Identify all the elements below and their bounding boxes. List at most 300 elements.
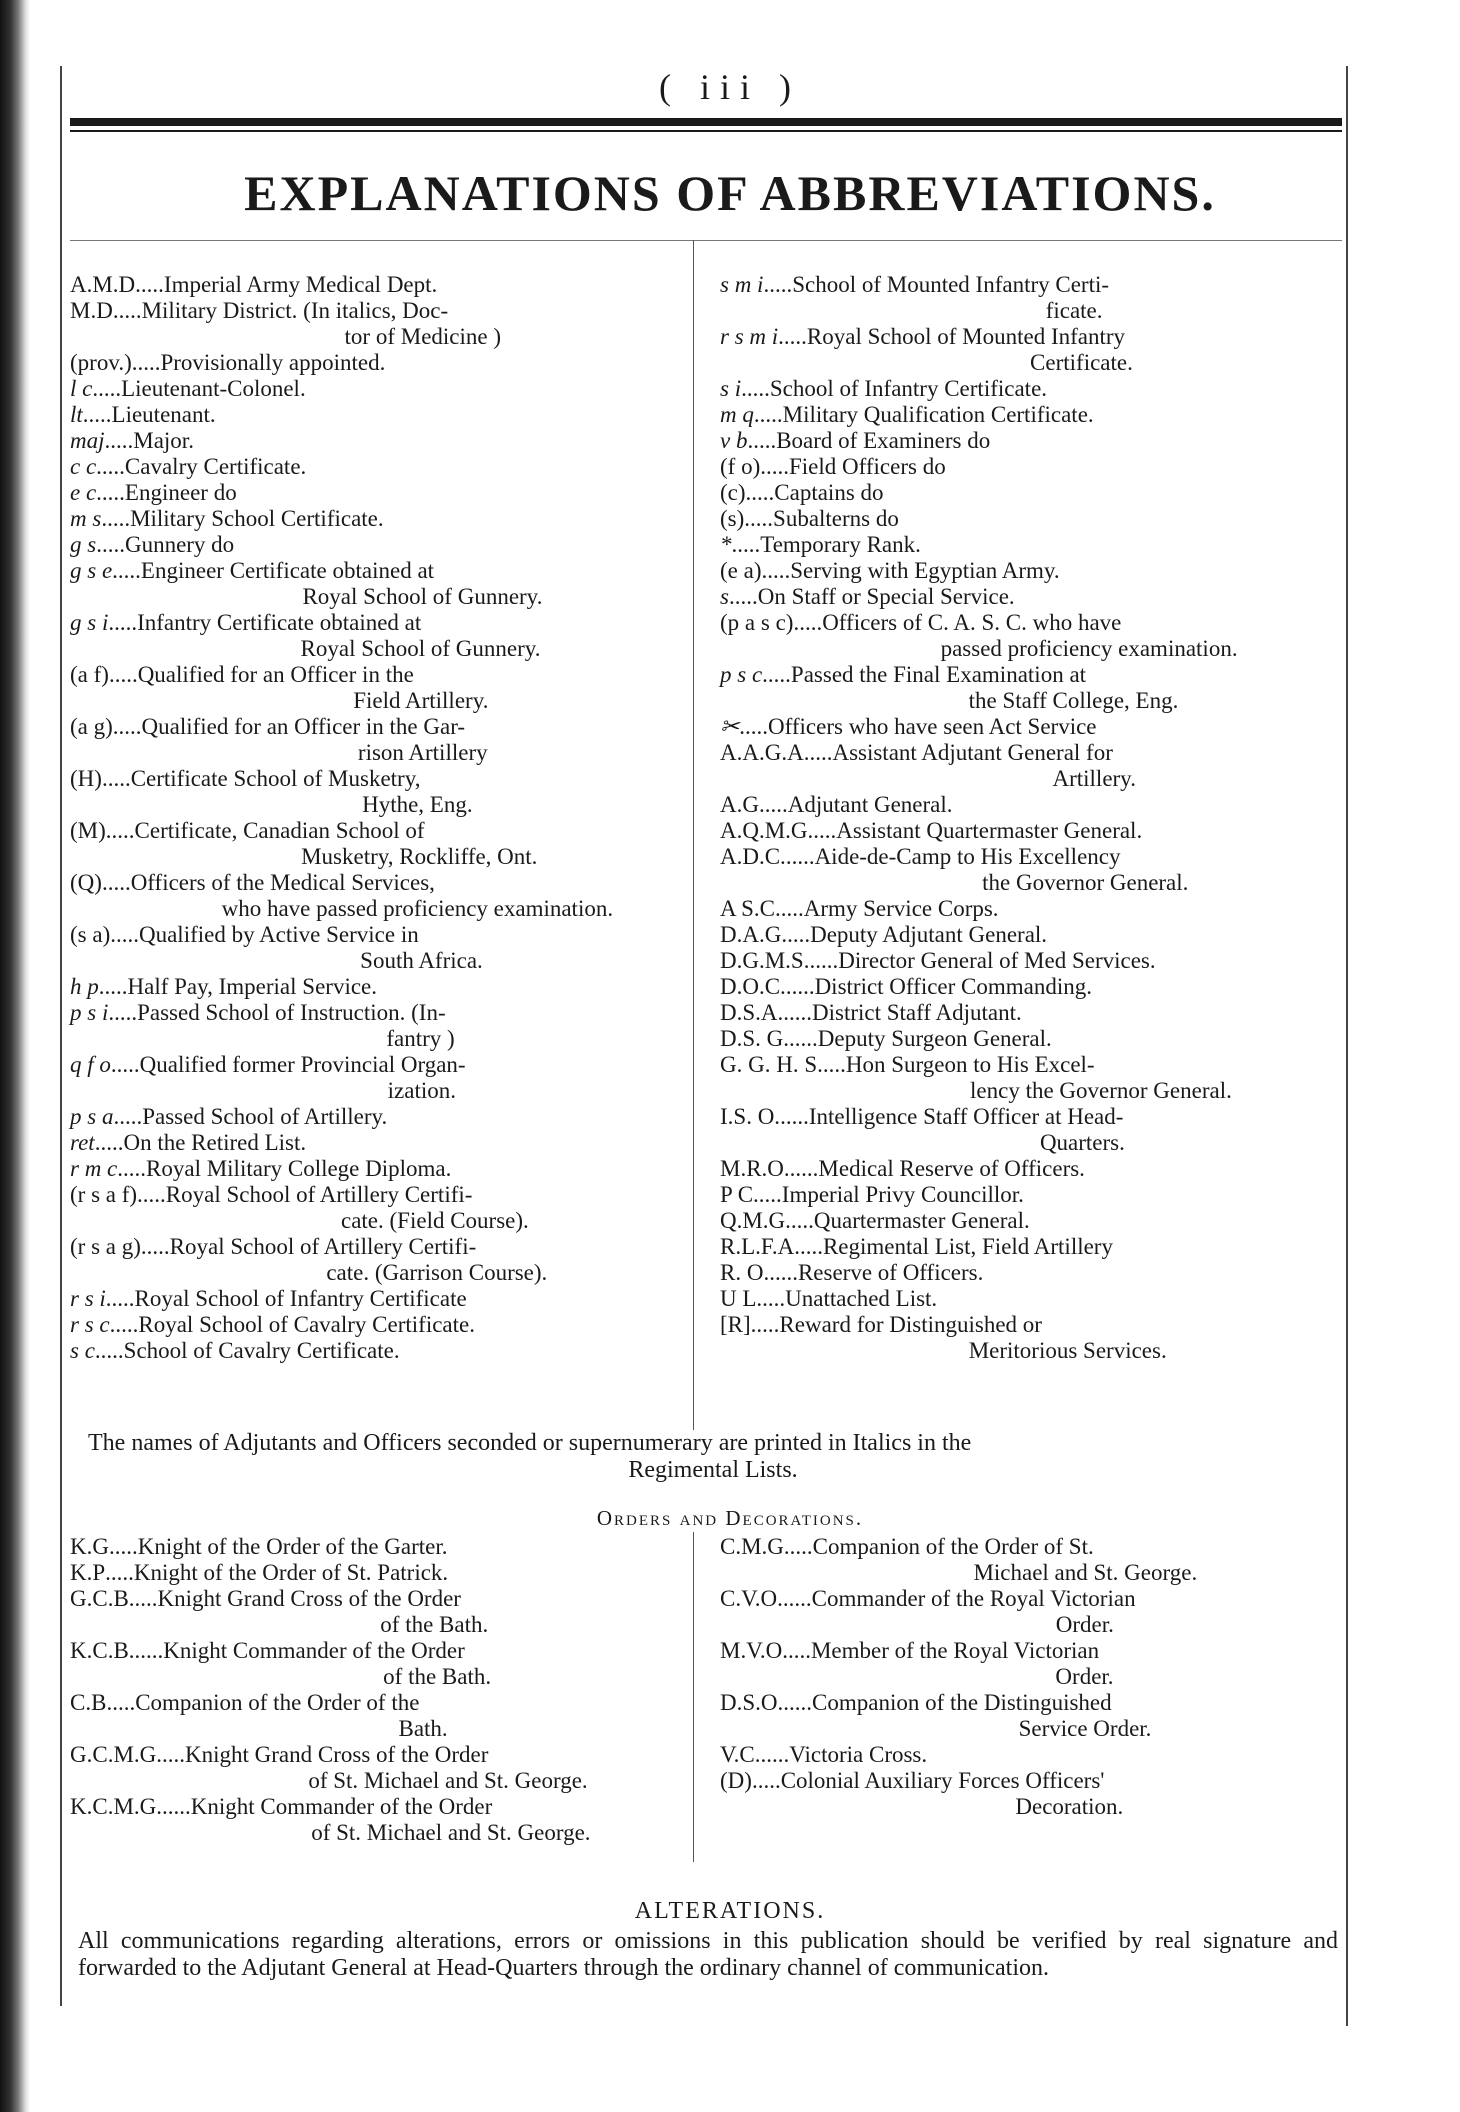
abbreviation-term: [R] (720, 1312, 751, 1337)
definition-text: Board of Examiners do (776, 428, 991, 453)
definition-continuation: of St. Michael and St. George. (311, 1820, 591, 1845)
abbreviation-term: U L (720, 1286, 757, 1311)
adjutants-note (88, 1430, 1338, 1484)
abbreviation-entry (720, 1156, 1330, 1182)
abbreviation-entry (70, 870, 678, 922)
definition-text: Certificate School of Musketry, (130, 766, 421, 791)
abbreviation-entry (720, 1052, 1330, 1104)
adjutants-note-line-2: Regimental Lists. (628, 1457, 798, 1483)
abbreviation-definition (758, 584, 1330, 610)
definition-continuation: Certificate. (1030, 350, 1133, 375)
abbreviation-entry (720, 454, 1330, 480)
abbreviation-term: G. G. H. S (720, 1052, 818, 1077)
abbreviation-entry (70, 350, 678, 376)
leader-dots: ..... (101, 870, 131, 895)
definition-text: Field Officers do (788, 454, 946, 479)
leader-dots: ..... (762, 662, 791, 687)
definition-continuation: Bath. (398, 1716, 448, 1741)
leader-dots: ..... (794, 1234, 823, 1259)
abbreviation-definition (142, 714, 678, 766)
title-rule (70, 240, 1342, 241)
leader-dots: ..... (753, 402, 783, 427)
leader-dots: ..... (785, 974, 815, 999)
definition-continuation: Order. (1055, 1612, 1114, 1637)
abbreviation-definition (142, 298, 678, 350)
abbreviation-definition (812, 1690, 1332, 1742)
definition-text: Subalterns do (773, 506, 899, 531)
definition-text: Officers of C. A. S. C. who have (822, 610, 1122, 635)
definition-text: Army Service Corps. (803, 896, 999, 921)
abbreviation-entry (720, 1312, 1330, 1364)
abbreviation-definition (785, 1286, 1330, 1312)
abbreviation-entry (720, 376, 1330, 402)
leader-dots: ..... (106, 1690, 136, 1715)
abbreviation-term: K.P (70, 1560, 106, 1585)
definition-text: Director General of Med Services. (838, 948, 1156, 973)
definition-text: Intelligence Staff Officer at Head- (808, 1104, 1124, 1129)
abbreviation-term: s c (70, 1338, 95, 1363)
leader-dots: ..... (109, 1312, 139, 1337)
definition-text: Lieutenant-Colonel. (121, 376, 306, 401)
abbreviation-entry (720, 1234, 1330, 1260)
abbreviation-term: M.V.O (720, 1638, 783, 1663)
abbreviation-definition (137, 1000, 678, 1052)
abbreviation-definition (125, 480, 678, 506)
abbreviation-entry (70, 1338, 678, 1364)
definition-text: Engineer do (124, 480, 237, 505)
leader-dots: ..... (112, 298, 142, 323)
abbreviation-entry (70, 1234, 678, 1286)
definition-text: Serving with Egyptian Army. (790, 558, 1060, 583)
header-rule-thick (70, 118, 1342, 126)
leader-dots: ..... (789, 1156, 819, 1181)
abbreviation-entry (720, 1586, 1332, 1638)
leader-dots: ..... (778, 324, 807, 349)
leader-dots: ..... (758, 792, 788, 817)
abbreviation-entry (70, 1586, 685, 1638)
leader-dots: ..... (782, 1638, 811, 1663)
abbreviation-term: maj (70, 428, 105, 453)
abbreviation-term: R. O. (720, 1260, 770, 1285)
definition-text: Provisionally appointed. (160, 350, 386, 375)
abbreviation-term: p s a (70, 1104, 114, 1129)
definition-text: Royal School of Cavalry Certificate. (138, 1312, 475, 1337)
leader-dots: ..... (745, 480, 775, 505)
leader-dots: ..... (774, 896, 804, 921)
abbreviation-definition (836, 818, 1330, 844)
abbreviation-term: c c (70, 454, 97, 479)
abbreviation-entry (720, 402, 1330, 428)
abbreviation-definition (146, 1156, 678, 1182)
abbreviation-term: A.D.C. (720, 844, 786, 869)
abbreviation-term: s i (720, 376, 742, 401)
abbreviation-definition (166, 1182, 678, 1234)
abbreviation-term: D.A.G (720, 922, 782, 947)
abbreviation-definition (133, 428, 678, 454)
definition-text: Member of the Royal Victorian (810, 1638, 1100, 1663)
abbreviation-definition (798, 1260, 1330, 1286)
abbreviation-definition (112, 402, 678, 428)
abbreviation-entry (720, 948, 1330, 974)
abbreviation-term: m s (70, 506, 102, 531)
abbreviation-term: s m i (720, 272, 764, 297)
abbreviation-term: g s (70, 532, 97, 557)
definition-text: Companion of the Order of St. (812, 1534, 1094, 1559)
abbreviation-term: (a f) (70, 662, 109, 687)
definition-text: Qualified for an Officer in the (137, 662, 414, 687)
abbreviation-definition (776, 428, 1330, 454)
abbreviation-term: G.C.M.G (70, 1742, 157, 1767)
definition-text: Knight of the Order of the Garter. (137, 1534, 448, 1559)
definition-text: Qualified for an Officer in the Gar- (141, 714, 466, 739)
leader-dots: ..... (739, 714, 769, 739)
abbreviation-term: M.R.O. (720, 1156, 790, 1181)
definition-text: Passed the Final Examination at (790, 662, 1087, 687)
abbreviation-entry (720, 610, 1330, 662)
leader-dots: ..... (769, 1260, 798, 1285)
definition-text: District Staff Adjutant. (812, 1000, 1022, 1025)
abbreviation-definition (163, 1638, 685, 1690)
abbreviation-entry (70, 298, 678, 350)
abbreviation-definition (135, 1286, 678, 1312)
definition-text: Companion of the Order of the (135, 1690, 420, 1715)
definition-text: Officers of the Medical Services, (130, 870, 435, 895)
definition-text: Deputy Adjutant General. (810, 922, 1048, 947)
definition-continuation: who have passed proficiency examination. (221, 896, 614, 921)
abbreviation-entry (70, 480, 678, 506)
abbreviation-definition (125, 532, 678, 558)
abbreviation-entry (70, 402, 678, 428)
definition-continuation: of St. Michael and St. George. (308, 1768, 588, 1793)
abbreviation-definition (131, 870, 678, 922)
leader-dots: ..... (741, 376, 770, 401)
abbreviation-entry (70, 974, 678, 1000)
abbreviation-term: (e a) (720, 558, 762, 583)
leader-dots: ..... (728, 584, 758, 609)
definition-text: Royal School of Infantry Certificate (134, 1286, 467, 1311)
leader-dots: ..... (156, 1742, 186, 1767)
abbreviation-term: K.C.M.G. (70, 1794, 163, 1819)
abbreviation-term: p s c (720, 662, 763, 687)
abbreviation-entry (720, 558, 1330, 584)
definition-text: Military District. (In italics, Doc- (141, 298, 449, 323)
leader-dots: ..... (783, 1690, 813, 1715)
alterations-heading: ALTERATIONS. (634, 1898, 826, 1924)
abbreviation-definition (125, 454, 678, 480)
abbreviation-entry (70, 610, 678, 662)
abbreviation-term: A.Q.M.G (720, 818, 808, 843)
definition-text: Reserve of Officers. (797, 1260, 984, 1285)
abbreviation-definition (812, 1586, 1332, 1638)
definition-text: Deputy Surgeon General. (817, 1026, 1052, 1051)
leader-dots: ..... (98, 974, 128, 999)
abbreviation-term: C.M.G (720, 1534, 784, 1559)
definition-continuation: of the Bath. (380, 1612, 489, 1637)
leader-dots: ..... (105, 818, 135, 843)
abbreviation-term: (r s a g) (70, 1234, 141, 1259)
abbreviation-definition (807, 324, 1330, 376)
abbreviation-definition (164, 272, 678, 298)
abbreviation-definition (790, 558, 1330, 584)
abbreviation-term: lt (70, 402, 83, 427)
definition-text: Military School Certificate. (130, 506, 384, 531)
abbreviation-definition (138, 1312, 678, 1338)
abbreviation-entry (720, 506, 1330, 532)
definition-text: Certificate, Canadian School of (134, 818, 425, 843)
definition-continuation: ization. (387, 1078, 456, 1103)
abbreviation-term: g s i (70, 610, 109, 635)
abbreviation-term: (c) (720, 480, 746, 505)
definition-text: Passed School of Instruction. (In- (137, 1000, 446, 1025)
abbreviation-definition (124, 1338, 678, 1364)
abbreviation-term: (r s a f) (70, 1182, 138, 1207)
orders-divider (693, 1532, 694, 1862)
abbreviation-definition (811, 1638, 1332, 1690)
abbreviation-definition (138, 1534, 685, 1560)
abbreviation-entry (720, 896, 1330, 922)
definition-continuation: lency the Governor General. (970, 1078, 1232, 1103)
abbreviation-entry (70, 506, 678, 532)
abbreviation-definition (779, 1312, 1330, 1364)
definition-text: Temporary Rank. (760, 532, 921, 557)
alterations-text: All communications regarding alterations, errors or omissions in this publication should be verified by real signature and forwarded to the Adjutant General at Head-Quarters through the ordinary channel of communication. (78, 1928, 1338, 1981)
abbreviation-term: A.G (720, 792, 759, 817)
abbreviation-definition (810, 922, 1330, 948)
orders-heading: Orders and Decorations. (596, 1506, 864, 1530)
header-rule-thin (70, 130, 1342, 132)
orders-left-column (70, 1534, 685, 1846)
leader-dots: ..... (747, 428, 777, 453)
abbreviation-term: (f o) (720, 454, 761, 479)
leader-dots: ..... (105, 1560, 134, 1585)
definition-text: Imperial Privy Councillor. (781, 1182, 1024, 1207)
abbreviation-definition (160, 350, 678, 376)
abbreviation-term: Q.M.G (720, 1208, 786, 1233)
definition-text: Quartermaster General. (813, 1208, 1030, 1233)
abbreviation-definition (123, 1130, 678, 1156)
definition-text: Royal School of Mounted Infantry (806, 324, 1126, 349)
abbreviation-definition (121, 376, 678, 402)
abbreviation-term: q f o (70, 1052, 111, 1077)
abbreviation-term: r s c (70, 1312, 110, 1337)
abbreviation-term: s (720, 584, 729, 609)
abbreviation-entry (70, 662, 678, 714)
definition-text: Imperial Army Medical Dept. (163, 272, 438, 297)
leader-dots: ..... (751, 1768, 781, 1793)
abbreviation-term: D.S. G. (720, 1026, 790, 1051)
leader-dots: ..... (753, 1182, 782, 1207)
definition-continuation: the Governor General. (982, 870, 1189, 895)
leader-dots: ..... (760, 1742, 790, 1767)
abbreviation-term: (prov.) (70, 350, 132, 375)
abbreviation-definition (130, 506, 678, 532)
abbreviation-term: D.S.A. (720, 1000, 784, 1025)
abbreviation-definition (139, 922, 678, 974)
leader-dots: ..... (96, 454, 125, 479)
abbreviation-term: (a g) (70, 714, 113, 739)
definition-continuation: Order. (1055, 1664, 1114, 1689)
definition-text: Companion of the Distinguished (812, 1690, 1112, 1715)
abbreviation-entry (720, 1260, 1330, 1286)
leader-dots: ..... (101, 766, 131, 791)
leader-dots: ..... (94, 1338, 124, 1363)
abbreviation-definition (131, 766, 678, 818)
abbreviation-term: v b (720, 428, 748, 453)
abbreviation-term: D.O.C. (720, 974, 786, 999)
abbreviation-entry (720, 974, 1330, 1000)
abbreviation-term: r m c (70, 1156, 118, 1181)
abbreviation-term: p s i (70, 1000, 109, 1025)
abbreviation-entry (70, 428, 678, 454)
definition-text: Major. (133, 428, 194, 453)
abbreviation-definition (134, 1560, 685, 1586)
abbreviation-term: h p (70, 974, 99, 999)
leader-dots: ..... (128, 1586, 158, 1611)
leader-dots: ..... (763, 272, 793, 297)
abbreviation-entry (720, 272, 1330, 324)
abbreviation-definition (158, 1586, 685, 1638)
leader-dots: ..... (809, 948, 839, 973)
leader-dots: ..... (94, 1130, 124, 1155)
abbreviation-term: G.C.B (70, 1586, 129, 1611)
abbreviation-definition (135, 1690, 685, 1742)
leader-dots: ..... (82, 402, 112, 427)
definition-text: Hon Surgeon to His Excel- (845, 1052, 1095, 1077)
definition-text: Commander of the Royal Victorian (811, 1586, 1136, 1611)
definition-text: Military Qualification Certificate. (782, 402, 1094, 427)
abbreviation-definition (783, 402, 1330, 428)
abbreviation-term: A.M.D (70, 272, 136, 297)
leader-dots: ..... (807, 818, 837, 843)
abbreviation-definition (815, 974, 1330, 1000)
leader-dots: ..... (785, 1208, 814, 1233)
definition-text: Adjutant General. (787, 792, 953, 817)
abbreviation-entry (70, 766, 678, 818)
abbreviation-definition (818, 1026, 1330, 1052)
leader-dots: ..... (134, 1638, 164, 1663)
leader-dots: ..... (760, 454, 789, 479)
definition-continuation: Royal School of Gunnery. (302, 584, 543, 609)
abbreviation-term: e c (70, 480, 97, 505)
abbreviation-term: (p a s c) (720, 610, 794, 635)
abbreviation-entry (720, 480, 1330, 506)
definition-continuation: ficate. (1045, 298, 1103, 323)
abbreviation-definition (137, 610, 678, 662)
leader-dots: ..... (108, 610, 138, 635)
definition-text: Assistant Adjutant General for (832, 740, 1113, 765)
leader-dots: ..... (756, 1286, 786, 1311)
definition-text: Regimental List, Field Artillery (822, 1234, 1113, 1259)
leader-dots: ..... (783, 1534, 813, 1559)
leader-dots: ..... (105, 1286, 135, 1311)
abbreviation-entry (720, 1026, 1330, 1052)
abbreviation-definition (138, 662, 678, 714)
definition-text: Passed School of Artillery. (142, 1104, 388, 1129)
definition-continuation: Michael and St. George. (973, 1560, 1198, 1585)
abbreviation-definition (789, 454, 1330, 480)
abbreviation-definition (760, 532, 1330, 558)
abbreviation-entry (720, 818, 1330, 844)
frame-rule-right (1346, 66, 1348, 2026)
abbreviation-entry (70, 558, 678, 610)
definition-text: School of Mounted Infantry Certi- (792, 272, 1110, 297)
abbreviation-entry (70, 1104, 678, 1130)
abbreviations-right-column (720, 272, 1330, 1364)
abbreviation-term: K.C.B. (70, 1638, 135, 1663)
abbreviation-term: l c (70, 376, 93, 401)
leader-dots: ..... (135, 272, 164, 297)
abbreviation-entry (70, 272, 678, 298)
abbreviation-term: V.C. (720, 1742, 761, 1767)
abbreviations-left-column (70, 272, 678, 1364)
definition-continuation: cate. (Field Course). (341, 1208, 529, 1233)
leader-dots: ..... (104, 428, 134, 453)
abbreviation-entry (70, 532, 678, 558)
leader-dots: ..... (101, 506, 131, 531)
abbreviation-term: * (720, 532, 732, 557)
leader-dots: ..... (785, 844, 815, 869)
abbreviation-entry (70, 1000, 678, 1052)
definition-text: Officers who have seen Act Service (768, 714, 1097, 739)
abbreviation-term: ✂ (720, 714, 740, 739)
abbreviation-term: (Q) (70, 870, 102, 895)
abbreviation-definition (846, 1052, 1330, 1104)
leader-dots: ..... (162, 1794, 191, 1819)
abbreviation-term: D.G.M.S. (720, 948, 810, 973)
abbreviation-definition (142, 1104, 678, 1130)
abbreviation-definition (815, 844, 1330, 896)
definition-text: On the Retired List. (123, 1130, 307, 1155)
abbreviation-entry (70, 1182, 678, 1234)
abbreviation-entry (720, 584, 1330, 610)
abbreviation-definition (770, 376, 1330, 402)
definition-text: Engineer Certificate obtained at (140, 558, 435, 583)
leader-dots: ..... (789, 1026, 818, 1051)
abbreviation-definition (170, 1234, 678, 1286)
leader-dots: ..... (108, 1000, 138, 1025)
abbreviation-entry (720, 792, 1330, 818)
definition-text: District Officer Commanding. (814, 974, 1092, 999)
orders-right-column (720, 1534, 1332, 1820)
abbreviation-entry (70, 714, 678, 766)
leader-dots: ..... (750, 1312, 780, 1337)
abbreviation-definition (832, 740, 1330, 792)
binding-edge (0, 0, 30, 2112)
leader-dots: ..... (131, 350, 161, 375)
definition-continuation: of the Bath. (383, 1664, 492, 1689)
abbreviation-entry (720, 532, 1330, 558)
leader-dots: ..... (731, 532, 761, 557)
abbreviation-term: K.G (70, 1534, 109, 1559)
definition-continuation: South Africa. (360, 948, 483, 973)
abbreviation-entry (70, 1690, 685, 1742)
frame-rule-left (60, 66, 62, 2006)
leader-dots: ..... (137, 1182, 166, 1207)
definition-text: Knight Grand Cross of the Order (157, 1586, 461, 1611)
abbreviation-term: A.A.G.A (720, 740, 804, 765)
definition-text: Royal Military College Diploma. (146, 1156, 452, 1181)
abbreviation-term: P C (720, 1182, 754, 1207)
abbreviation-entry (720, 1182, 1330, 1208)
definition-text: Unattached List. (785, 1286, 938, 1311)
definition-continuation: fantry ) (386, 1026, 455, 1051)
abbreviation-term: D.S.O. (720, 1690, 784, 1715)
definition-text: Knight Commander of the Order (163, 1638, 465, 1663)
leader-dots: ..... (793, 610, 823, 635)
definition-text: Victoria Cross. (789, 1742, 928, 1767)
definition-continuation: Field Artillery. (353, 688, 489, 713)
abbreviation-term: (s a) (70, 922, 111, 947)
